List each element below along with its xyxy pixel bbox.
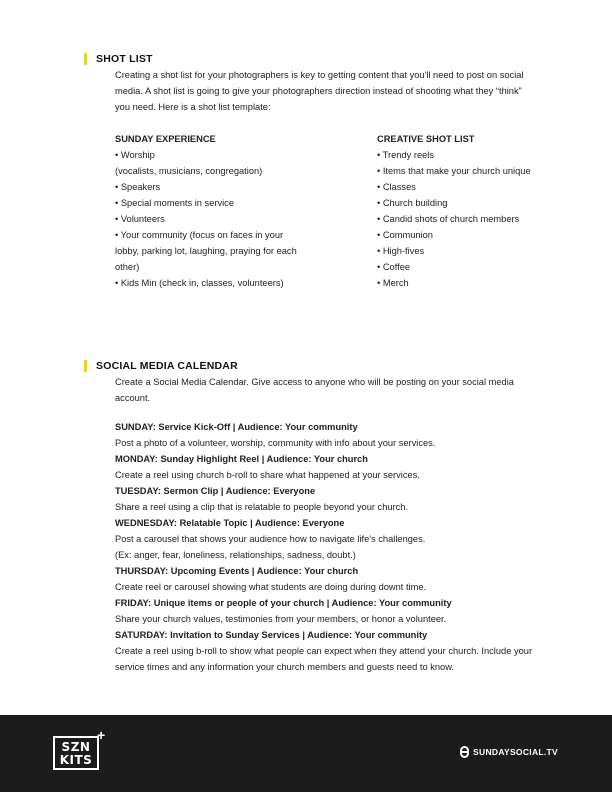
list-item: • Volunteers (115, 214, 165, 224)
calendar-day-description: Share your church values, testimonies from your members, or honor a volunteer. (115, 614, 447, 624)
list-item: • High-fives (377, 246, 425, 256)
list-item: • Merch (377, 278, 409, 288)
site-link[interactable] (460, 746, 558, 758)
list-item: • Communion (377, 230, 433, 240)
szn-kits-logo (53, 736, 99, 770)
list-item: • Candid shots of church members (377, 214, 520, 224)
calendar-day-heading: SUNDAY: Service Kick-Off | Audience: Your community (115, 422, 358, 432)
logo-line-1: SZN (61, 740, 91, 754)
shot-list-header (84, 52, 153, 66)
list-item: • Classes (377, 182, 416, 192)
accent-bar (84, 360, 87, 372)
calendar-day-heading: MONDAY: Sunday Highlight Reel | Audience: Your church (115, 454, 368, 464)
creative-shot-list (377, 147, 612, 291)
list-item: other) (115, 262, 140, 272)
calendar-day-description: Create reel or carousel showing what students are doing during downt time. (115, 582, 427, 592)
list-item: • Trendy reels (377, 150, 434, 160)
calendar-day-heading: FRIDAY: Unique items or people of your church | Audience: Your community (115, 598, 452, 608)
calendar-day-description: Post a carousel that shows your audience how to navigate life's challenges. (115, 534, 426, 544)
calendar-day-heading: THURSDAY: Upcoming Events | Audience: Your church (115, 566, 359, 576)
calendar-intro: Create a Social Media Calendar. Give access to anyone who will be posting on your social media account. (115, 377, 514, 403)
shot-list-intro: Creating a shot list for your photographers is key to getting content that you'll need to post on social media. A shot list is going to give your photographers direction instead of shooting what they “think” you need. Here is a shot list template: (115, 70, 524, 112)
calendar-day-heading: WEDNESDAY: Relatable Topic | Audience: Everyone (115, 518, 345, 528)
calendar-day-description: Share a reel using a clip that is relatable to people beyond your church. (115, 502, 409, 512)
site-url: SUNDAYSOCIAL.TV (473, 747, 558, 757)
list-item: • Church building (377, 198, 448, 208)
logo-plus-icon: + (97, 727, 106, 743)
calendar-day-description: Create a reel using b-roll to show what people can expect when they attend your church. Include your service times and any information your church members and guests need to know. (115, 646, 533, 672)
calendar-header (84, 359, 238, 373)
creative-shot-list-column (377, 131, 612, 291)
calendar-title: SOCIAL MEDIA CALENDAR (96, 360, 238, 372)
sunday-social-s-icon (460, 746, 469, 758)
list-item: • Worship (115, 150, 155, 160)
calendar-days (115, 419, 535, 675)
sunday-experience-column (115, 131, 355, 291)
list-item: • Speakers (115, 182, 161, 192)
calendar-day-description: (Ex: anger, fear, loneliness, relationships, sadness, doubt.) (115, 550, 356, 560)
list-item: • Kids Min (check in, classes, volunteers) (115, 278, 284, 288)
list-item: • Coffee (377, 262, 411, 272)
list-item: • Your community (focus on faces in your (115, 230, 284, 240)
sunday-experience-heading: SUNDAY EXPERIENCE (115, 134, 216, 144)
list-item: • Special moments in service (115, 198, 234, 208)
calendar-day-heading: SATURDAY: Invitation to Sunday Services | Audience: Your community (115, 630, 428, 640)
list-item: (vocalists, musicians, congregation) (115, 166, 263, 176)
calendar-day-description: Create a reel using church b-roll to share what happened at your services. (115, 470, 420, 480)
list-item: lobby, parking lot, laughing, praying for each (115, 246, 297, 256)
list-item: • Items that make your church unique (377, 166, 531, 176)
calendar-day-description: Post a photo of a volunteer, worship, community with info about your services. (115, 438, 436, 448)
footer (0, 715, 612, 792)
logo-line-2: KITS (59, 753, 93, 767)
shot-list-title: SHOT LIST (96, 53, 153, 65)
calendar-day-heading: TUESDAY: Sermon Clip | Audience: Everyone (115, 486, 316, 496)
creative-shot-list-heading: CREATIVE SHOT LIST (377, 134, 475, 144)
sunday-experience-list (115, 147, 355, 291)
accent-bar (84, 53, 87, 65)
